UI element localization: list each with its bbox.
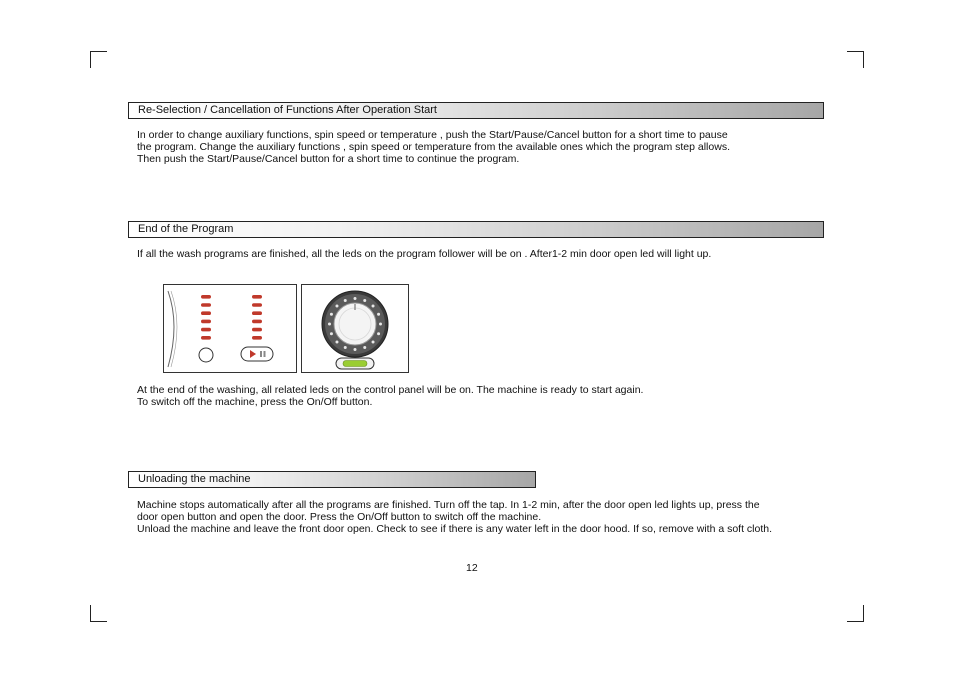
dial-program-marker [379, 323, 382, 326]
dial-program-marker [372, 341, 375, 344]
program-led [201, 295, 211, 299]
pause-bar-icon [264, 351, 266, 357]
pause-bar-icon [260, 351, 262, 357]
section-header-reselection: Re-Selection / Cancellation of Functions After Operation Start [128, 102, 824, 119]
paragraph-line: the program. Change the auxiliary functions , spin speed or temperature from the available ones which the program step allows. [137, 141, 730, 154]
program-follower-panel [163, 284, 297, 373]
program-led [201, 336, 211, 340]
paragraph-line: In order to change auxiliary functions, spin speed or temperature , push the Start/Pause/Cancel button for a short time to pause [137, 129, 728, 141]
program-led [252, 320, 262, 324]
program-led [201, 303, 211, 307]
dial-program-marker [377, 332, 380, 335]
program-led [252, 336, 262, 340]
program-led [252, 303, 262, 307]
crop-mark-bottom-left [90, 605, 107, 622]
door-open-indicator-led [343, 361, 367, 367]
dial-program-marker [354, 297, 357, 300]
dial-program-marker [328, 323, 331, 326]
section-header-unloading: Unloading the machine [128, 471, 536, 488]
crop-mark-top-left [90, 51, 107, 68]
program-led [252, 328, 262, 332]
dial-program-marker [330, 313, 333, 316]
section-header-end-of-program: End of the Program [128, 221, 824, 238]
program-led [252, 311, 262, 315]
program-dial-illustration [302, 285, 408, 372]
paragraph-line: door open button and open the door. Press the On/Off button to switch off the machine. [137, 511, 542, 524]
section-body-reselection [137, 129, 730, 166]
led-column-group [201, 295, 262, 340]
paragraph-line: Unload the machine and leave the front door open. Check to see if there is any water left in the door hood. If so, remove with a soft cloth. [137, 523, 773, 536]
program-follower-illustration [164, 285, 296, 372]
program-led [201, 328, 211, 332]
dial-program-marker [377, 313, 380, 316]
dial-program-marker [344, 346, 347, 349]
paragraph-line: Machine stops automatically after all the programs are finished. Turn off the tap. In 1-2 min, after the door open led lights up, press the [137, 499, 760, 511]
dial-program-marker [330, 332, 333, 335]
program-led [201, 320, 211, 324]
dial-program-marker [354, 348, 357, 351]
paragraph-line: Then push the Start/Pause/Cancel button for a short time to continue the program. [137, 153, 520, 166]
section-body-end-of-program [137, 384, 643, 408]
section-body-unloading [137, 499, 772, 536]
dial-program-marker [344, 299, 347, 302]
dial-program-marker [335, 304, 338, 307]
paragraph-line: At the end of the washing, all related leds on the control panel will be on. The machine is ready to start again. [137, 384, 644, 396]
paragraph-line: To switch off the machine, press the On/Off button. [137, 396, 373, 409]
crop-mark-bottom-right [847, 605, 864, 622]
door-open-button [199, 348, 213, 362]
program-led [201, 311, 211, 315]
start-pause-button [241, 347, 273, 361]
program-led [252, 295, 262, 299]
paragraph-line: If all the wash programs are finished, all the leds on the program follower will be on . After1-2 min door open led will light up. [137, 248, 712, 260]
program-dial-panel [301, 284, 409, 373]
dial-program-marker [363, 346, 366, 349]
dial-program-marker [372, 304, 375, 307]
section-intro-end-of-program [137, 248, 711, 260]
dial-program-marker [363, 299, 366, 302]
crop-mark-top-right [847, 51, 864, 68]
dial-program-marker [335, 341, 338, 344]
page-number: 12 [466, 562, 478, 574]
